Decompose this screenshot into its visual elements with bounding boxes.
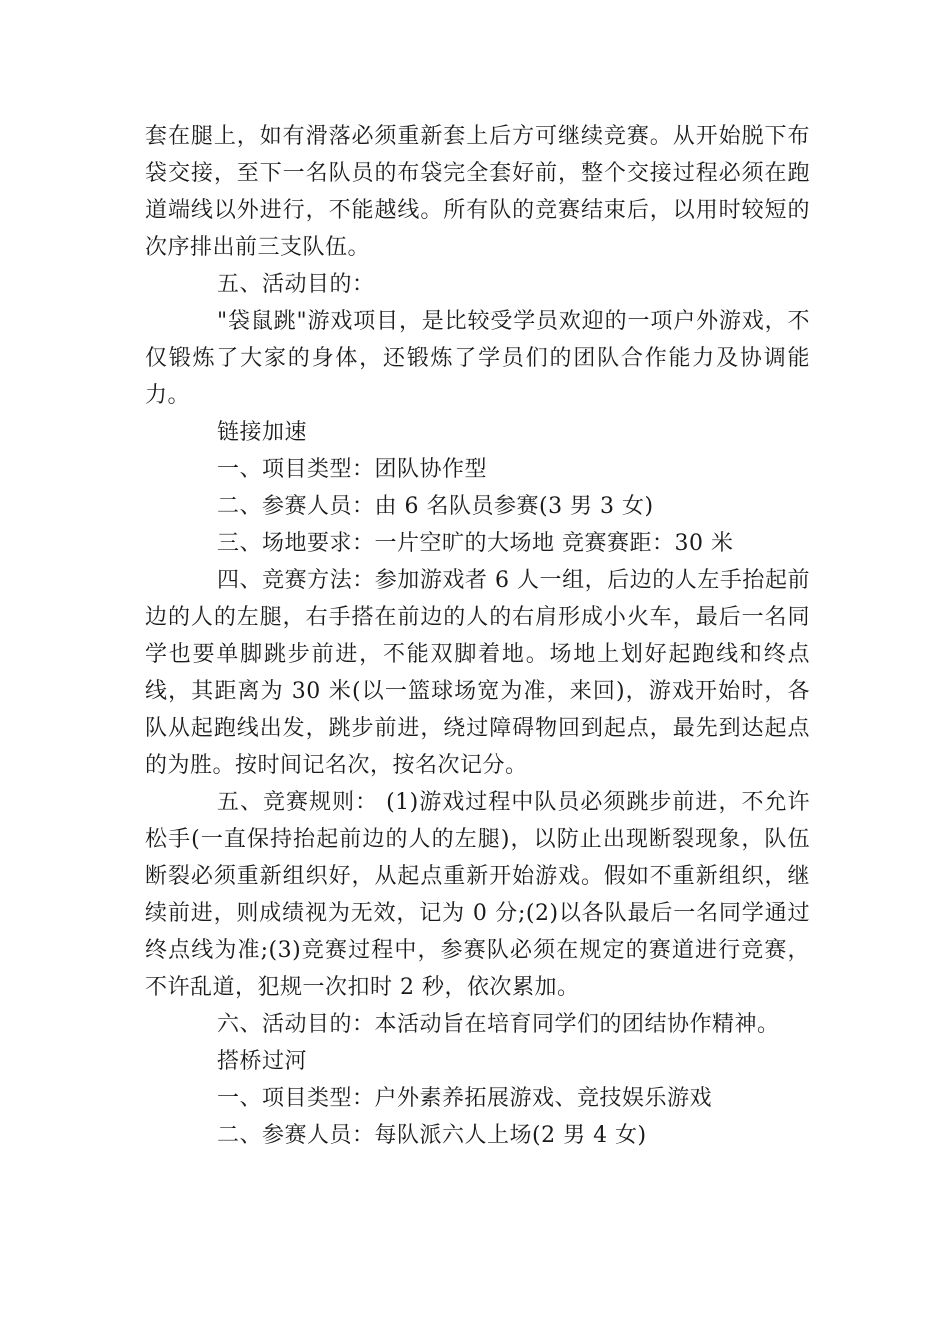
- document-body: [145, 118, 810, 1154]
- paragraph-competition-method: 四、竞赛方法：参加游戏者 6 人一组，后边的人左手抬起前边的人的左腿，右手搭在前边的人的右肩形成小火车，最后一名同学也要单脚跳步前进，不能双脚着地。场地上划好起跑线和终点线，其距离为 30 米(以一篮球场宽为准，来回)，游戏开始时，各队从起跑线出发，跳步前进，绕过障碍物回到起点，最先到达起点的为胜。按时间记名次，按名次记分。: [145, 568, 810, 778]
- paragraph-bag-handover-rules: 套在腿上，如有滑落必须重新套上后方可继续竞赛。从开始脱下布袋交接，至下一名队员的布袋完全套好前，整个交接过程必须在跑道端线以外进行，不能越线。所有队的竞赛结束后，以用时较短的次序排出前三支队伍。: [145, 124, 810, 260]
- heading-bridge-crossing: 搭桥过河: [217, 1049, 308, 1074]
- paragraph-kangaroo-jump-purpose: "袋鼠跳"游戏项目，是比较受学员欢迎的一项户外游戏，不仅锻炼了大家的身体，还锻炼了学员们的团队合作能力及协调能力。: [145, 309, 810, 408]
- item-bridge-participants: 二、参赛人员：每队派六人上场(2 男 4 女): [217, 1123, 647, 1148]
- heading-link-speedup: 链接加速: [217, 420, 308, 445]
- item-activity-purpose: 六、活动目的：本活动旨在培育同学们的团结协作精神。: [217, 1012, 780, 1037]
- item-participants: 二、参赛人员：由 6 名队员参赛(3 男 3 女): [217, 494, 654, 519]
- item-venue-requirements: 三、场地要求：一片空旷的大场地 竞赛赛距：30 米: [217, 531, 734, 556]
- paragraph-competition-rules: 五、竞赛规则： (1)游戏过程中队员必须跳步前进，不允许松手(一直保持抬起前边的人的左腿)，以防止出现断裂现象，队伍断裂必须重新组织好，从起点重新开始游戏。假如不重新组织，继续前进，则成绩视为无效，记为 0 分;(2)以各队最后一名同学通过终点线为准;(3)竞赛过程中，参赛队必须在规定的赛道进行竞赛，不许乱道，犯规一次扣时 2 秒，依次累加。: [145, 790, 810, 1000]
- item-bridge-project-type: 一、项目类型：户外素养拓展游戏、竞技娱乐游戏: [217, 1086, 713, 1111]
- item-project-type: 一、项目类型：团队协作型: [217, 457, 488, 482]
- heading-activity-purpose: 五、活动目的：: [217, 272, 375, 297]
